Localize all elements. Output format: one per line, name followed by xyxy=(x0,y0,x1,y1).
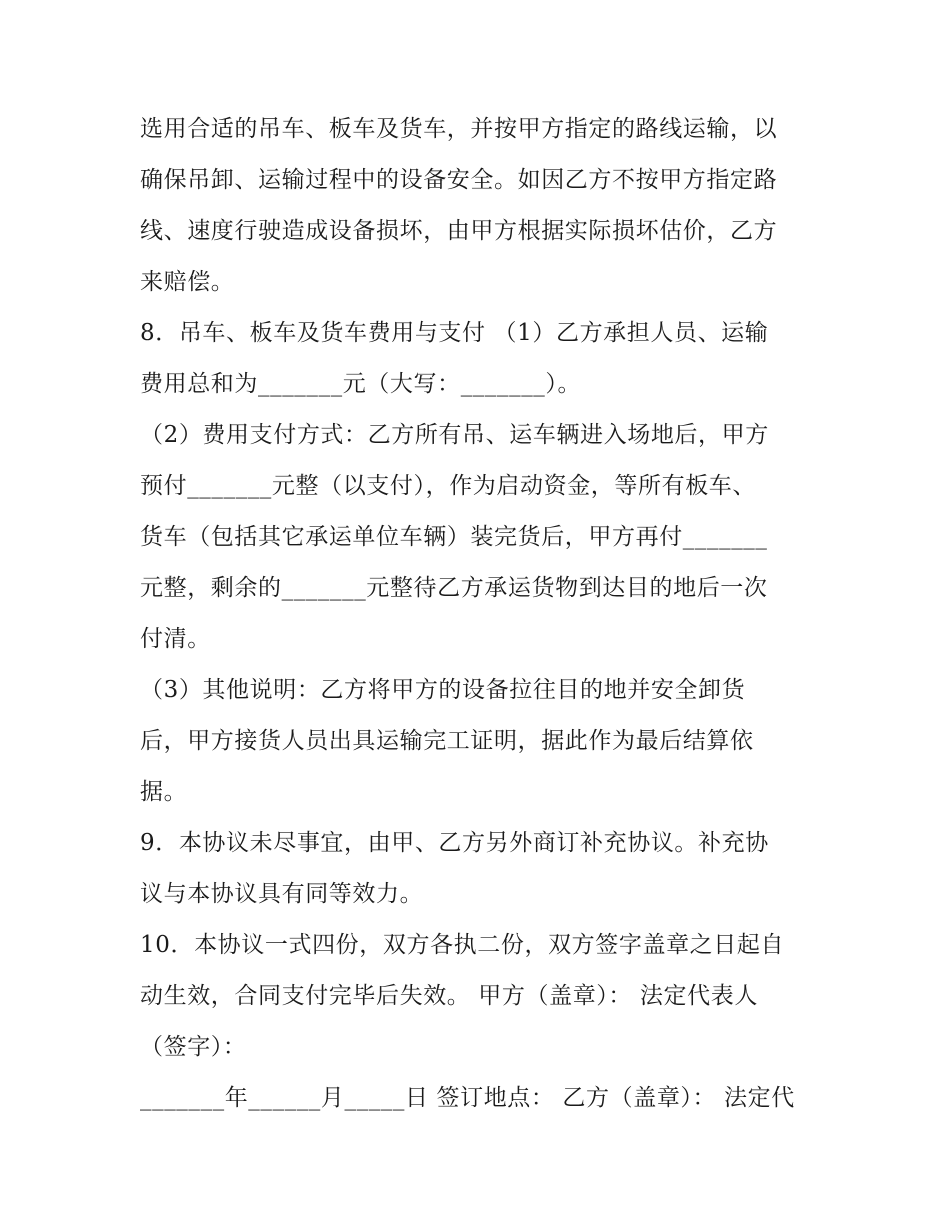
paragraph-line: 动生效，合同支付完毕后失效。 甲方（盖章）： 法定代表人 xyxy=(140,983,758,1009)
paragraph-line: 货车（包括其它承运单位车辆）装完货后，甲方再付_______ xyxy=(140,524,768,550)
paragraph-line: 付清。 xyxy=(140,626,211,652)
paragraph-line: 选用合适的吊车、板车及货车，并按甲方指定的路线运输，以 xyxy=(140,116,778,142)
clause-10-line: 10．本协议一式四份，双方各执二份，双方签字盖章之日起自 xyxy=(140,932,785,958)
paragraph-line: 后，甲方接货人员出具运输完工证明，据此作为最后结算依 xyxy=(140,728,754,754)
clause-8-3-line: （3）其他说明：乙方将甲方的设备拉往目的地并安全卸货 xyxy=(140,677,746,703)
paragraph-line: 确保吊卸、运输过程中的设备安全。如因乙方不按甲方指定路 xyxy=(140,167,778,193)
signature-line: （签字）： xyxy=(140,1034,247,1060)
paragraph-line: 议与本协议具有同等效力。 xyxy=(140,881,424,907)
clause-8-heading: 8．吊车、板车及货车费用与支付 （1）乙方承担人员、运输 xyxy=(140,320,769,346)
paragraph-line: 费用总和为_______元（大写：_______）。 xyxy=(140,371,582,397)
date-place-line: _______年______月_____日 签订地点： 乙方（盖章）： 法定代 xyxy=(140,1085,795,1111)
paragraph-line: 线、速度行驶造成设备损坏，由甲方根据实际损坏估价，乙方 xyxy=(140,218,778,244)
paragraph-line: 预付_______元整（以支付），作为启动资金，等所有板车、 xyxy=(140,473,756,499)
paragraph-line: 据。 xyxy=(140,779,188,805)
clause-8-2-line: （2）费用支付方式：乙方所有吊、运车辆进入场地后，甲方 xyxy=(140,422,769,448)
document-page xyxy=(140,104,820,1124)
clause-9-line: 9．本协议未尽事宜，由甲、乙方另外商订补充协议。补充协 xyxy=(140,830,769,856)
paragraph-line: 元整，剩余的_______元整待乙方承运货物到达目的地后一次 xyxy=(140,575,768,601)
paragraph-line: 来赔偿。 xyxy=(140,269,235,295)
